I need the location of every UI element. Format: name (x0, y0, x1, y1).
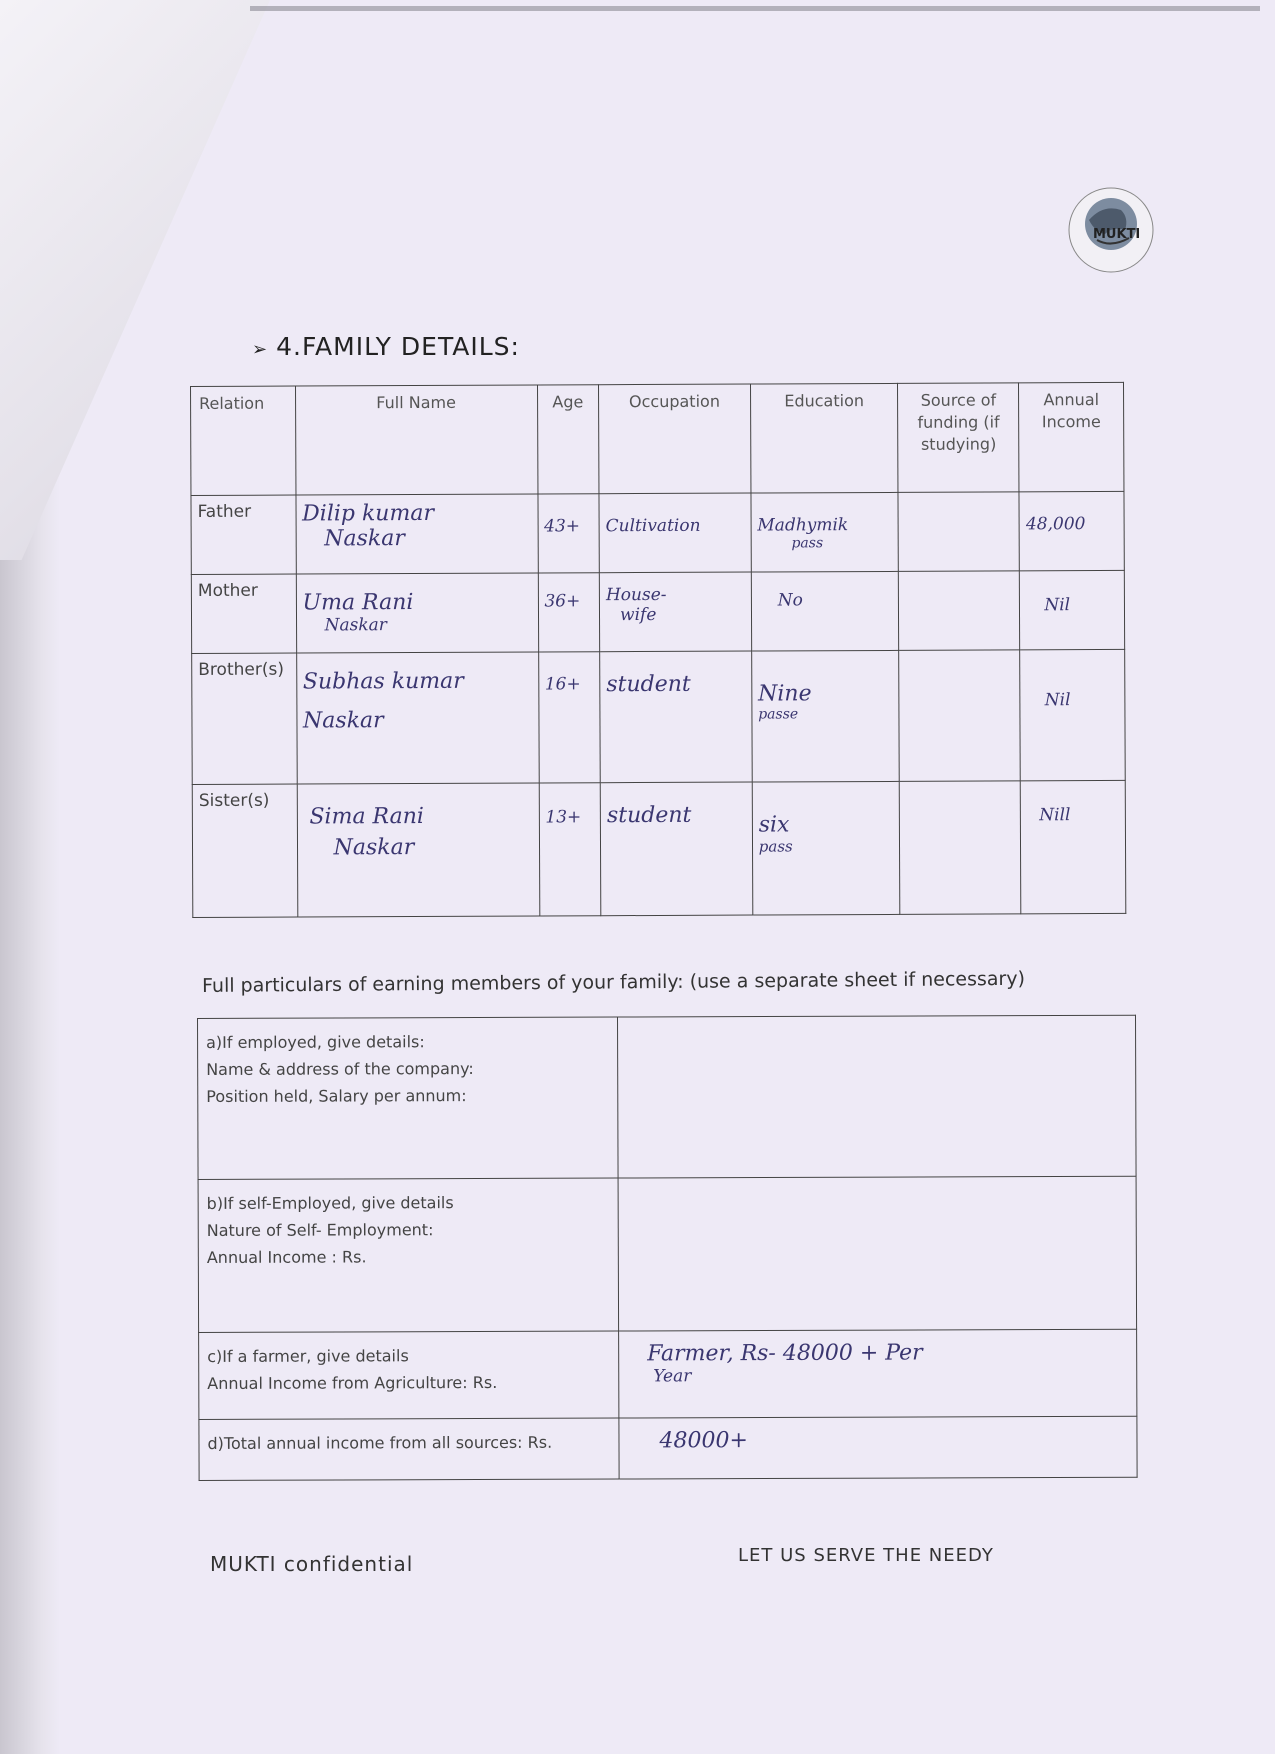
relation-cell: Father (191, 495, 296, 574)
relation-cell: Brother(s) (192, 653, 297, 784)
name-line: Naskar (324, 526, 405, 552)
occupation-value: student (606, 671, 691, 698)
table-row (192, 780, 1126, 917)
occupation-value: Cultivation (605, 515, 701, 537)
name-line: Naskar (324, 615, 387, 636)
education-value-2: pass (791, 535, 824, 552)
self-employed-details-field[interactable] (618, 1176, 1137, 1331)
self-employed-row (198, 1176, 1137, 1332)
education-cell[interactable] (751, 650, 899, 782)
name-cell[interactable] (296, 494, 538, 574)
funding-cell[interactable] (899, 650, 1021, 782)
relation-cell: Mother (191, 574, 296, 653)
employed-row (198, 1015, 1137, 1179)
header-annual-income: Annual Income (1019, 382, 1124, 491)
footer-confidential: MUKTI confidential (210, 1552, 414, 1576)
total-income-field[interactable] (619, 1416, 1137, 1479)
family-details-table (190, 382, 1126, 918)
farmer-row (199, 1329, 1137, 1419)
income-value: Nill (1039, 805, 1071, 826)
farmer-value: Farmer, Rs- 48000 + Per (647, 1340, 923, 1367)
employed-details-field[interactable] (617, 1015, 1136, 1178)
age-cell[interactable] (538, 573, 600, 652)
footer-tagline: LET US SERVE THE NEEDY (738, 1545, 994, 1566)
farmer-label (199, 1331, 619, 1419)
age-cell[interactable] (539, 783, 601, 916)
farmer-label-line: c)If a farmer, give details (207, 1346, 409, 1366)
occupation-value: House- (605, 584, 667, 606)
income-cell[interactable] (1019, 491, 1124, 570)
header-source-of-funding: Source of funding (if studying) (898, 383, 1019, 493)
table-row (192, 649, 1126, 784)
name-cell[interactable] (296, 652, 539, 784)
income-cell[interactable] (1020, 570, 1125, 649)
total-income-label (199, 1418, 619, 1480)
nature-label: Nature of Self- Employment: (206, 1220, 434, 1240)
name-line: Sima Rani (309, 803, 424, 830)
income-cell[interactable] (1021, 780, 1126, 913)
name-line: Uma Rani (302, 590, 414, 616)
occupation-value-2: wife (619, 604, 657, 626)
table-row (191, 491, 1124, 574)
occupation-cell[interactable] (599, 493, 751, 573)
education-value-2: pass (758, 837, 793, 856)
logo-text: MUKTI (1093, 227, 1141, 242)
employed-label-line: a)If employed, give details: (206, 1032, 425, 1052)
funding-cell[interactable] (899, 571, 1020, 651)
farmer-details-field[interactable] (619, 1329, 1137, 1418)
total-income-row (199, 1416, 1137, 1480)
mukti-logo-icon (1067, 186, 1155, 274)
education-cell[interactable] (752, 781, 900, 915)
header-age: Age (537, 385, 599, 494)
occupation-cell[interactable] (600, 782, 752, 916)
education-value-2: passe (758, 706, 799, 723)
total-income-value: 48000+ (659, 1428, 748, 1454)
occupation-value: student (606, 802, 692, 829)
earning-members-table (197, 1015, 1138, 1481)
self-employed-label (198, 1178, 619, 1332)
section-title-text: 4.FAMILY DETAILS: (276, 332, 520, 361)
company-label: Name & address of the company: (206, 1059, 474, 1079)
earning-members-instruction: Full particulars of earning members of your family: (use a separate sheet if necessary) (202, 967, 1026, 997)
age-cell[interactable] (538, 652, 600, 783)
agriculture-income-label: Annual Income from Agriculture: Rs. (207, 1372, 498, 1393)
funding-cell[interactable] (900, 781, 1022, 915)
occupation-cell[interactable] (600, 651, 752, 783)
age-value: 36+ (544, 591, 581, 612)
name-line: Naskar (333, 835, 415, 861)
income-value: Nil (1044, 595, 1071, 616)
section-title (252, 332, 520, 361)
education-value: Nine (758, 681, 812, 707)
name-line: Dilip kumar (302, 500, 435, 527)
header-occupation: Occupation (599, 384, 751, 494)
name-cell[interactable] (297, 783, 540, 917)
total-income-label-text: d)Total annual income from all sources: Rs. (207, 1432, 553, 1453)
income-cell[interactable] (1020, 649, 1125, 780)
arrow-bullet-icon: ➢ (252, 339, 269, 360)
table-row (191, 570, 1124, 653)
age-cell[interactable] (537, 494, 599, 573)
name-cell[interactable] (296, 573, 538, 653)
position-salary-label: Position held, Salary per annum: (206, 1086, 467, 1106)
name-line: Subhas kumar (302, 668, 464, 695)
income-value: Nil (1044, 690, 1071, 711)
funding-cell[interactable] (898, 492, 1019, 572)
age-value: 16+ (544, 674, 581, 695)
employed-label (198, 1017, 619, 1179)
self-employed-label-line: b)If self-Employed, give details (206, 1193, 454, 1213)
header-relation: Relation (191, 386, 296, 495)
age-value: 43+ (544, 516, 581, 537)
occupation-cell[interactable] (599, 572, 751, 652)
education-value: No (777, 590, 803, 611)
relation-cell: Sister(s) (192, 784, 297, 917)
education-value: six (758, 812, 790, 838)
farmer-value-2: Year (653, 1366, 692, 1387)
education-value: Madhymik (757, 515, 849, 536)
age-value: 13+ (545, 807, 582, 828)
annual-income-label: Annual Income : Rs. (206, 1247, 367, 1267)
table-header-row (191, 382, 1124, 495)
header-full-name: Full Name (295, 385, 537, 495)
header-education: Education (750, 383, 898, 493)
name-line: Naskar (302, 708, 384, 734)
education-cell[interactable] (751, 571, 899, 651)
income-value: 48,000 (1025, 514, 1086, 535)
top-edge-line (250, 6, 1260, 11)
education-cell[interactable] (751, 492, 899, 572)
